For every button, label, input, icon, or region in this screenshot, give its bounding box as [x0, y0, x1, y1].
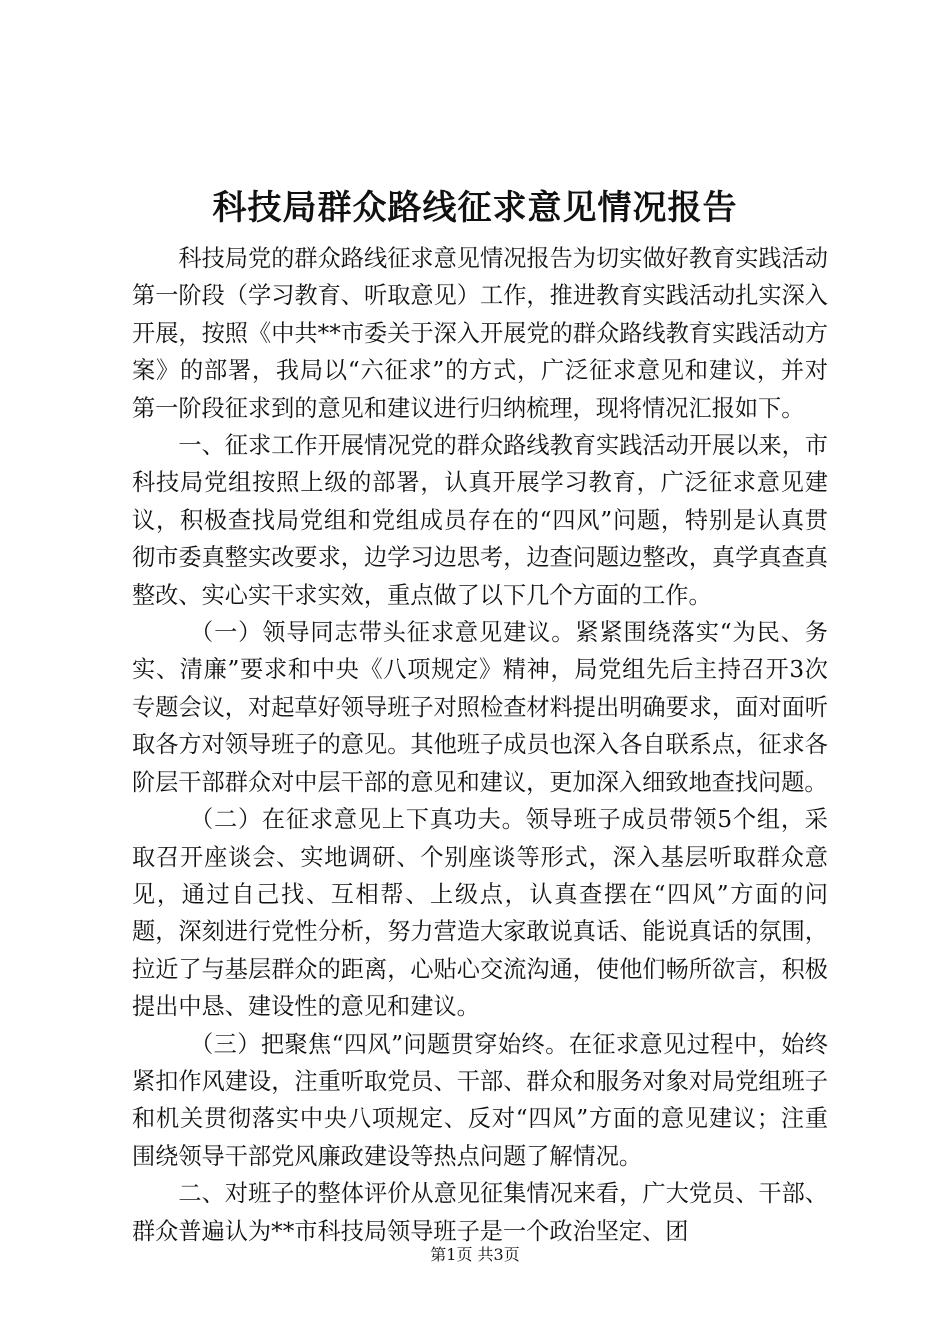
paragraph-intro: 科技局党的群众路线征求意见情况报告为切实做好教育实践活动第一阶段（学习教育、听取意见）工作，推进教育实践活动扎实深入开展，按照《中共**市委关于深入开展党的群众路线教育实践活动方案》的部署，我局以“六征求”的方式，广泛征求意见和建议，并对第一阶段征求到的意见和建议进行归纳梳理，现将情况汇报如下。	[132, 245, 828, 422]
paragraph-section-2: 二、对班子的整体评价从意见征集情况来看，广大党员、干部、群众普遍认为**市科技局领导班子是一个政治坚定、团	[132, 1180, 828, 1245]
document-body	[132, 240, 828, 1250]
paragraph-item-2: （二）在征求意见上下真功夫。领导班子成员带领5个组，采取召开座谈会、实地调研、个别座谈等形式，深入基层听取群众意见，通过自己找、互相帮、上级点，认真查摆在“四风”方面的问题，深刻进行党性分析，努力营造大家敢说真话、能说真话的氛围，拉近了与基层群众的距离，心贴心交流沟通，使他们畅所欲言，积极提出中恳、建设性的意见和建议。	[132, 806, 828, 1021]
document-title: 科技局群众路线征求意见情况报告	[212, 188, 738, 228]
paragraph-item-1: （一）领导同志带头征求意见建议。紧紧围绕落实“为民、务实、清廉”要求和中央《八项规定》精神，局党组先后主持召开3次专题会议，对起草好领导班子对照检查材料提出明确要求，面对面听取各方对领导班子的意见。其他班子成员也深入各自联系点，征求各阶层干部群众对中层干部的意见和建议，更加深入细致地查找问题。	[132, 619, 828, 796]
page-number-footer: 第1页 共3页	[430, 1245, 520, 1264]
paragraph-section-1: 一、征求工作开展情况党的群众路线教育实践活动开展以来，市科技局党组按照上级的部署，认真开展学习教育，广泛征求意见建议，积极查找局党组和党组成员存在的“四风”问题，特别是认真贯彻市委真整实改要求，边学习边思考，边查问题边整改，真学真查真整改、实心实干求实效，重点做了以下几个方面的工作。	[132, 432, 828, 609]
paragraph-item-3: （三）把聚焦“四风”问题贯穿始终。在征求意见过程中，始终紧扣作风建设，注重听取党员、干部、群众和服务对象对局党组班子和机关贯彻落实中央八项规定、反对“四风”方面的意见建议；注重围绕领导干部党风廉政建设等热点问题了解情况。	[132, 1030, 828, 1170]
